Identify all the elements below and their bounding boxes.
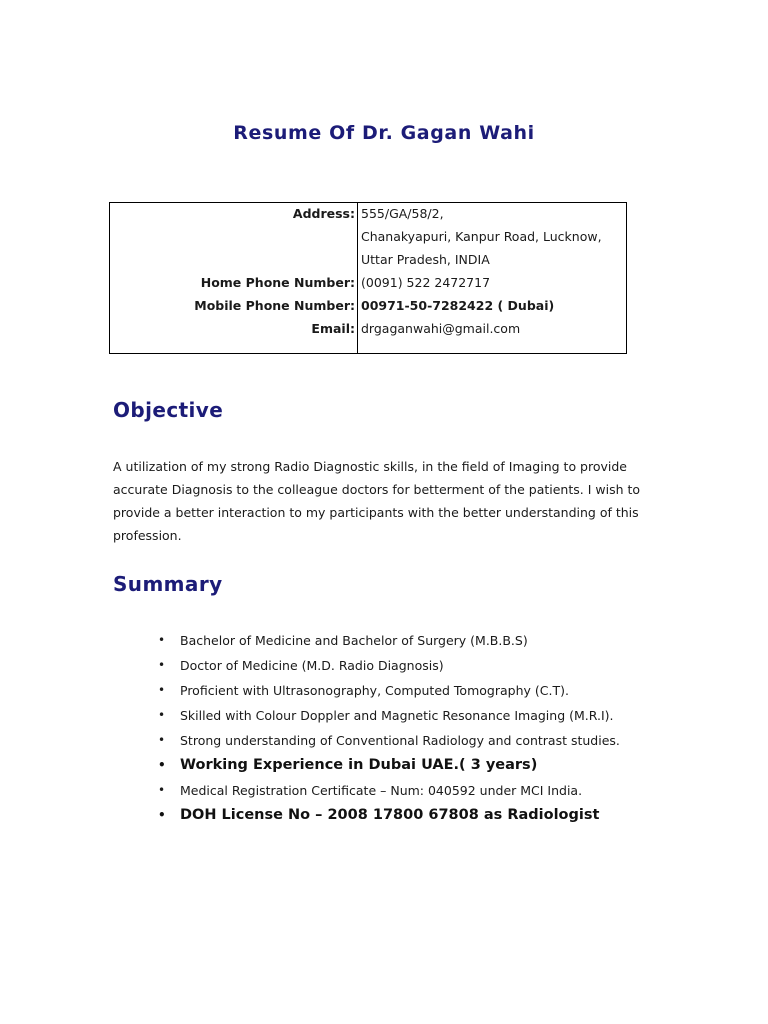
summary-list xyxy=(158,628,620,828)
summary-item xyxy=(158,778,620,803)
address-line: Chanakyapuri, Kanpur Road, Lucknow, xyxy=(361,229,602,244)
objective-text: A utilization of my strong Radio Diagnostic skills, in the field of Imaging to provide accurate Diagnosis to the colleague doctors for betterment of the patients. I wish to provide a better interaction to my participants with the better understanding of this profession. xyxy=(113,459,641,543)
summary-item xyxy=(158,753,620,778)
summary-item-text: Medical Registration Certificate – Num: 040592 under MCI India. xyxy=(180,783,583,798)
summary-item-text: Bachelor of Medicine and Bachelor of Surgery (M.B.B.S) xyxy=(180,633,528,648)
address-label: Address: xyxy=(292,206,355,221)
bullet-icon: • xyxy=(158,783,166,797)
mobile-phone-value: 00971-50-7282422 ( Dubai) xyxy=(361,298,555,313)
summary-item-text: Proficient with Ultrasonography, Computed Tomography (C.T). xyxy=(180,683,569,698)
summary-item xyxy=(158,803,620,828)
mobile-phone-label: Mobile Phone Number: xyxy=(194,298,355,313)
summary-item-text: DOH License No – 2008 17800 67808 as Radiologist xyxy=(180,807,600,823)
contact-values-column xyxy=(358,203,626,353)
bullet-icon: • xyxy=(158,658,166,672)
summary-heading: Summary xyxy=(113,572,223,596)
objective-heading: Objective xyxy=(113,398,224,422)
summary-item xyxy=(158,628,620,653)
summary-item-text: Strong understanding of Conventional Radiology and contrast studies. xyxy=(180,733,620,748)
summary-item-text: Doctor of Medicine (M.D. Radio Diagnosis) xyxy=(180,658,444,673)
bullet-icon: • xyxy=(158,808,166,822)
address-line: 555/GA/58/2, xyxy=(361,206,444,221)
page-title: Resume Of Dr. Gagan Wahi xyxy=(233,122,535,144)
summary-item xyxy=(158,703,620,728)
bullet-icon: • xyxy=(158,633,166,647)
contact-table xyxy=(109,202,627,354)
bullet-icon: • xyxy=(158,708,166,722)
bullet-icon: • xyxy=(158,758,166,772)
contact-labels-column xyxy=(110,203,358,353)
summary-item-text: Working Experience in Dubai UAE.( 3 years) xyxy=(180,757,538,773)
summary-item xyxy=(158,678,620,703)
home-phone-label: Home Phone Number: xyxy=(200,275,355,290)
address-label-spacer xyxy=(110,250,357,273)
bullet-icon: • xyxy=(158,733,166,747)
email-value: drgaganwahi@gmail.com xyxy=(361,321,521,336)
bullet-icon: • xyxy=(158,683,166,697)
address-line: Uttar Pradesh, INDIA xyxy=(361,252,490,267)
home-phone-value: (0091) 522 2472717 xyxy=(361,275,491,290)
summary-item-text: Skilled with Colour Doppler and Magnetic Resonance Imaging (M.R.I). xyxy=(180,708,614,723)
email-label: Email: xyxy=(311,321,355,336)
summary-item xyxy=(158,653,620,678)
summary-item xyxy=(158,728,620,753)
address-label-spacer xyxy=(110,227,357,250)
